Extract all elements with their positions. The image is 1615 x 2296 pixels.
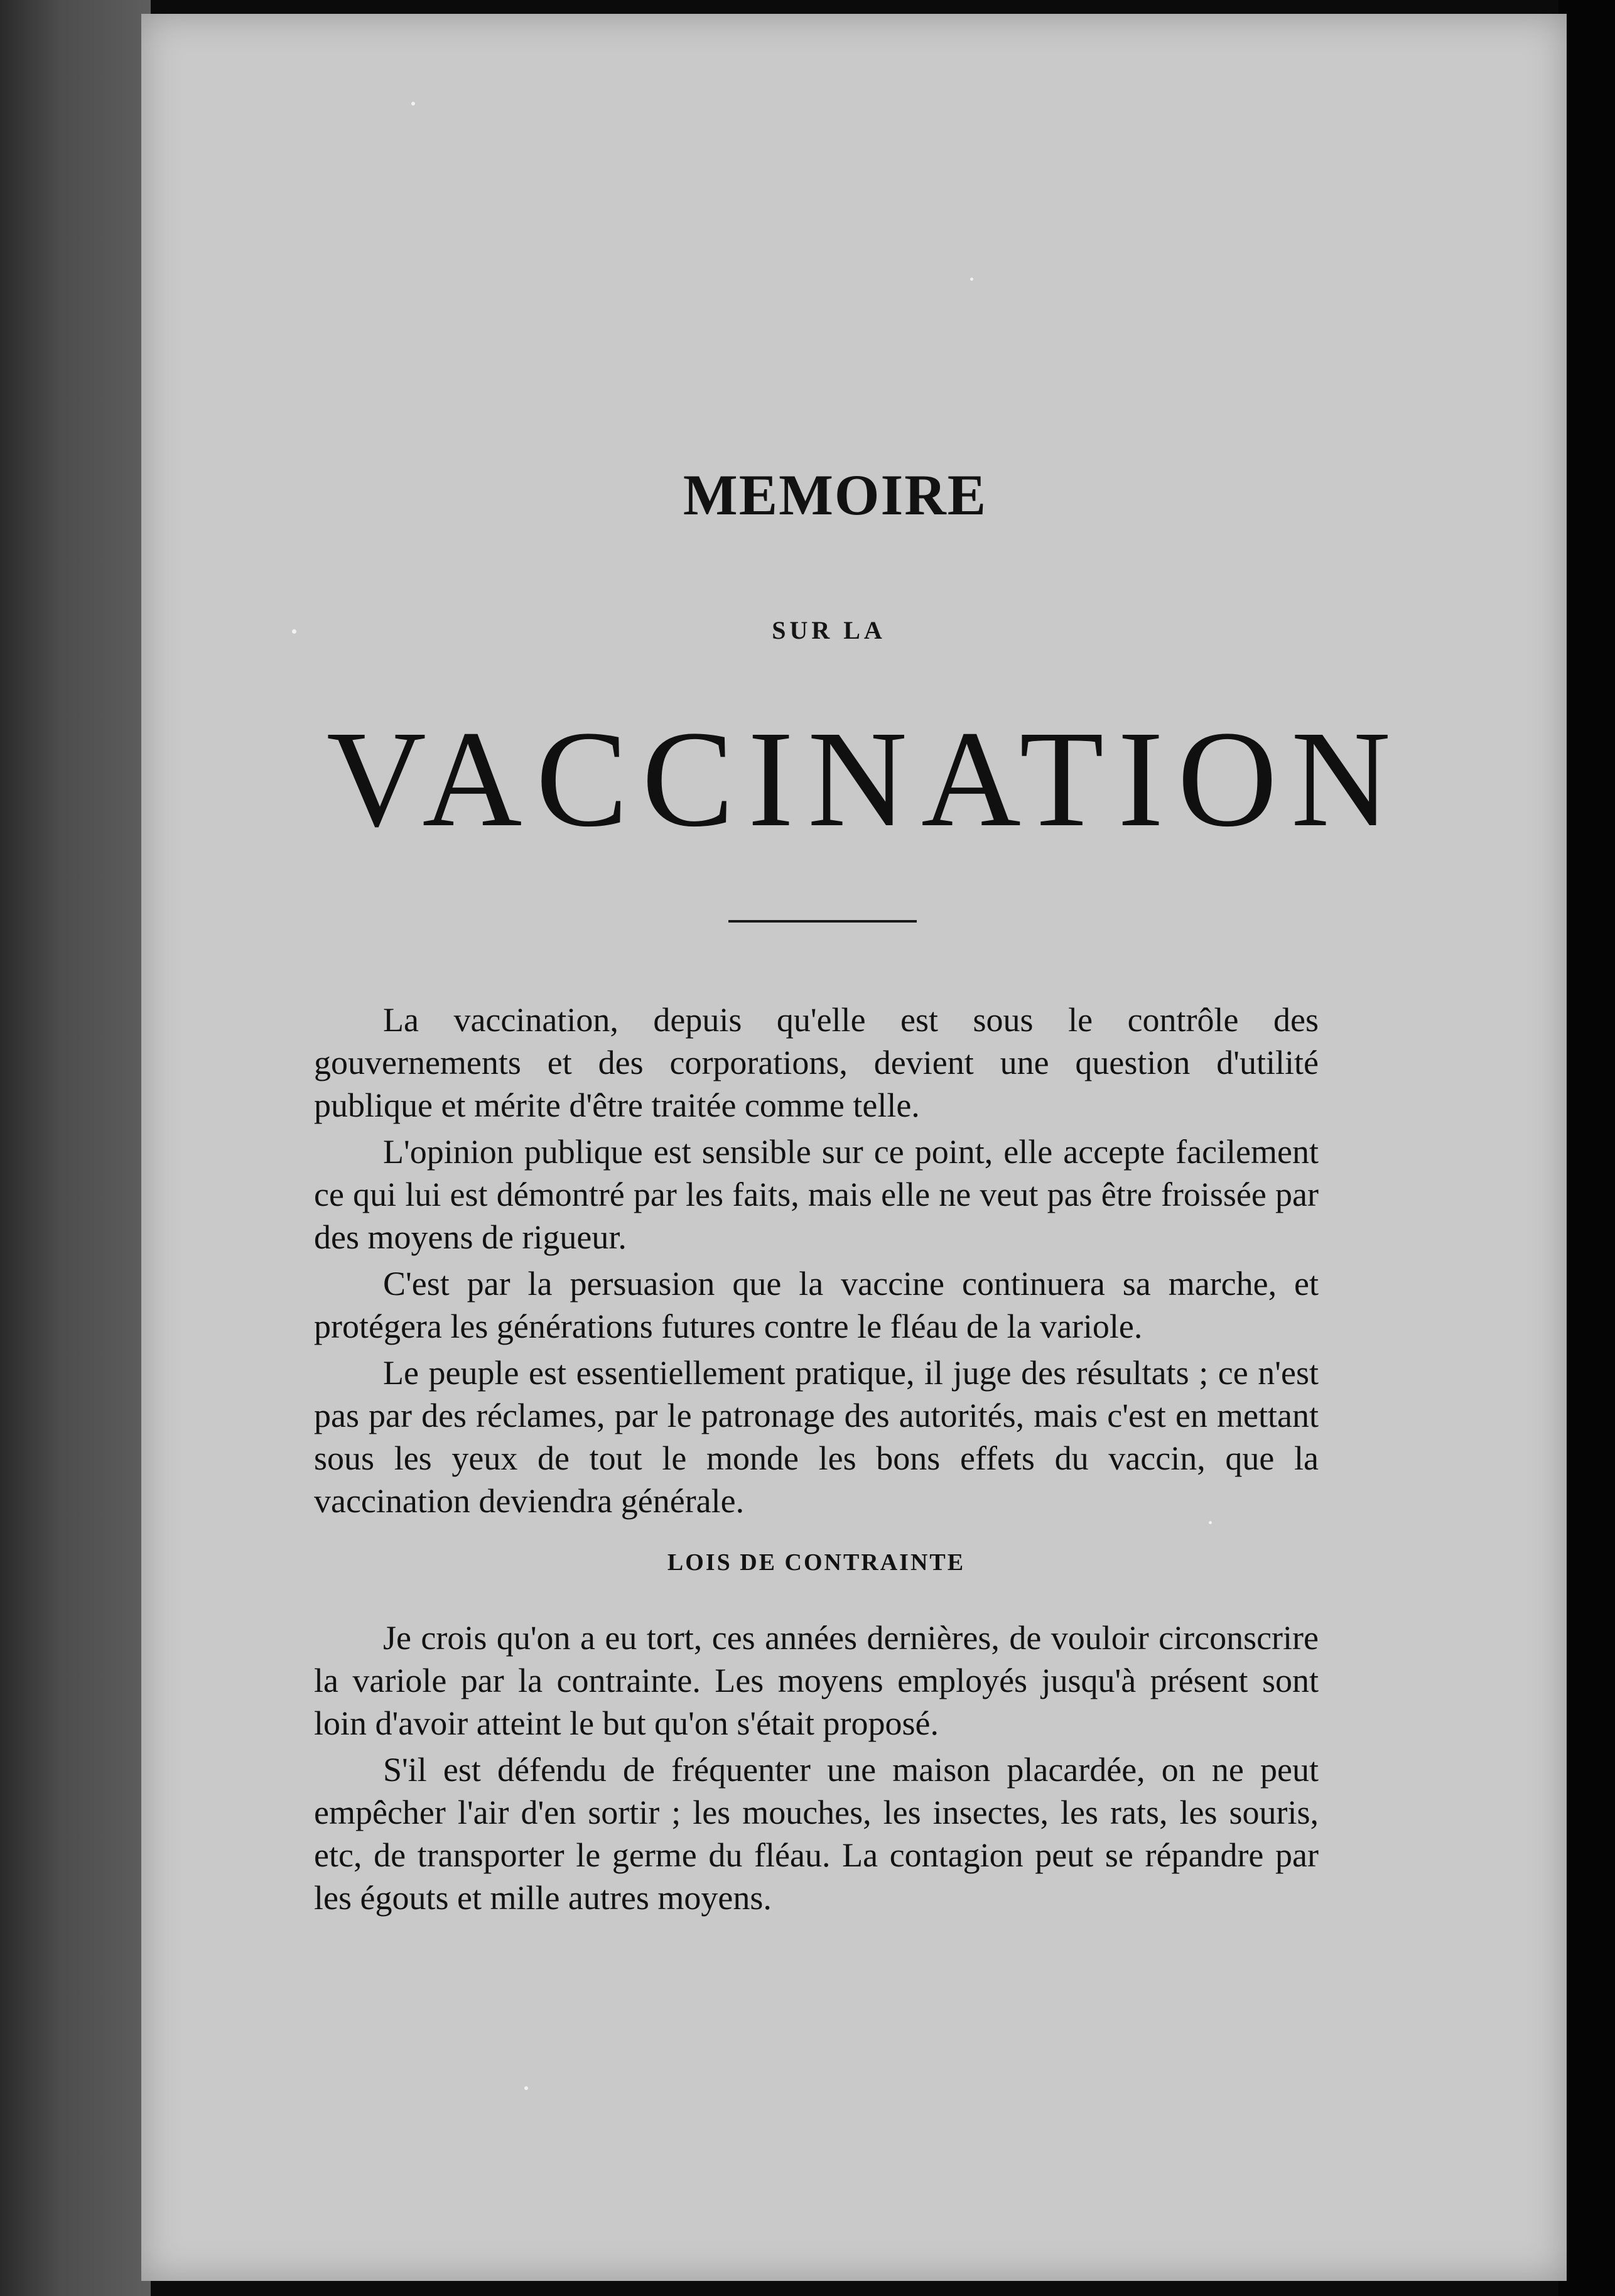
title-rule (728, 920, 917, 923)
paper-speck (292, 629, 296, 634)
paragraph: Je crois qu'on a eu tort, ces années dernières, de vouloir circonscrire la variole par la contrainte. Les moyens employés jusqu'à présent sont loin d'avoir atteint le but qu'on s'était proposé. (314, 1619, 1319, 1742)
paragraph: La vaccination, depuis qu'elle est sous le contrôle des gouvernements et des corporations, devient une question d'utilité publique et mérite d'être traitée comme telle. (314, 1001, 1319, 1124)
paragraph: S'il est défendu de fréquenter une maison placardée, on ne peut empêcher l'air d'en sortir ; les mouches, les insectes, les rats, les souris, etc, de transporter le germe du fléau. La contagion peut se répandre par les égouts et mille autres moyens. (314, 1751, 1319, 1917)
paragraph: Le peuple est essentiellement pratique, il juge des résultats ; ce n'est pas par des réclames, par le patronage des autorités, mais c'est en mettant sous les yeux de tout le monde les bons effets du vaccin, que la vaccination deviendra générale. (314, 1354, 1319, 1520)
paragraph: L'opinion publique est sensible sur ce point, elle accepte facilement ce qui lui est démontré par les faits, mais elle ne veut pas être froissée par des moyens de rigueur. (314, 1133, 1319, 1256)
paper-speck (524, 2086, 528, 2090)
title-memoire: MEMOIRE (683, 463, 988, 527)
title-vaccination: VACCINATION (327, 702, 1405, 855)
scan-border (1558, 0, 1615, 2296)
body-text (314, 999, 1319, 1923)
section-heading: LOIS DE CONTRAINTE (667, 1549, 966, 1576)
paragraph: C'est par la persuasion que la vaccine continuera sa marche, et protégera les générations futures contre le fléau de la variole. (314, 1265, 1319, 1345)
paper-speck (970, 278, 973, 281)
title-sur-la: SUR LA (772, 616, 886, 644)
paper-speck (411, 102, 415, 106)
book-spine (0, 0, 151, 2296)
